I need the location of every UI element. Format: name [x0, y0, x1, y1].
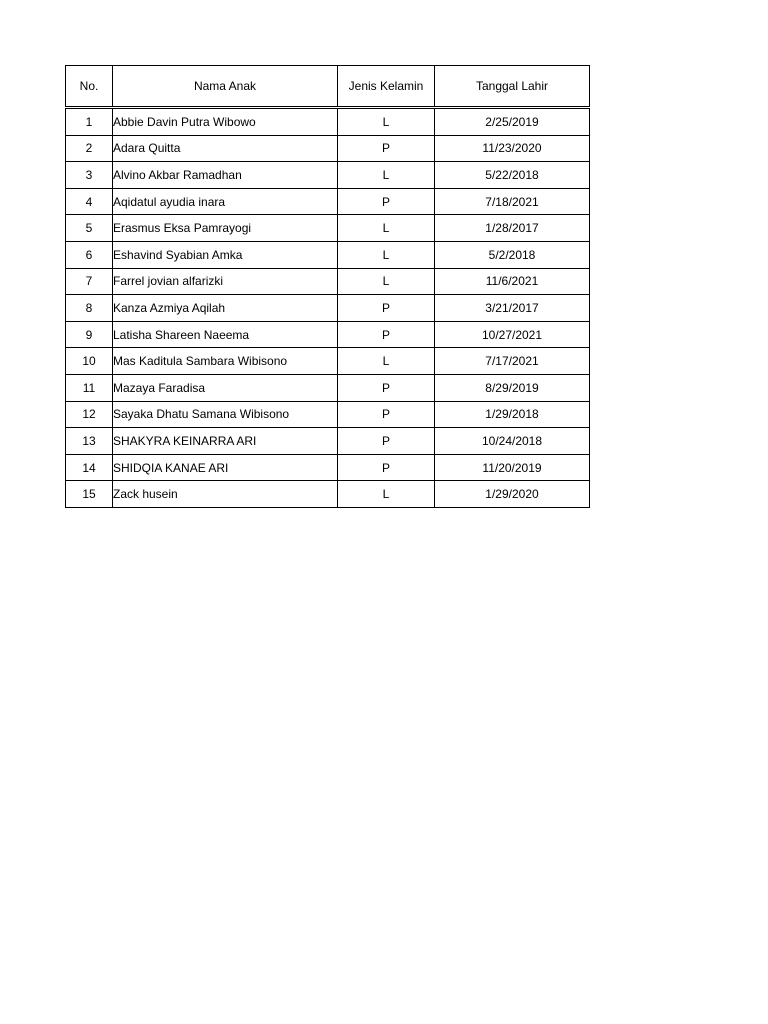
header-gender: Jenis Kelamin: [338, 66, 435, 108]
cell-no: 1: [66, 108, 113, 136]
table-row: [66, 188, 590, 215]
cell-gender: L: [338, 108, 435, 136]
cell-birthdate: 5/2/2018: [435, 241, 590, 268]
table-row: [66, 108, 590, 136]
cell-no: 7: [66, 268, 113, 295]
table-row: [66, 135, 590, 162]
table-header: [66, 66, 590, 108]
cell-no: 4: [66, 188, 113, 215]
cell-birthdate: 2/25/2019: [435, 108, 590, 136]
table-row: [66, 321, 590, 348]
cell-no: 9: [66, 321, 113, 348]
cell-gender: L: [338, 241, 435, 268]
cell-no: 14: [66, 454, 113, 481]
table-row: [66, 401, 590, 428]
header-birthdate: Tanggal Lahir: [435, 66, 590, 108]
cell-name: Alvino Akbar Ramadhan: [113, 162, 338, 189]
cell-no: 3: [66, 162, 113, 189]
table-row: [66, 481, 590, 508]
cell-gender: L: [338, 215, 435, 242]
header-no: No.: [66, 66, 113, 108]
cell-no: 11: [66, 374, 113, 401]
cell-gender: P: [338, 135, 435, 162]
spreadsheet-page: [65, 65, 589, 508]
header-row: [66, 66, 590, 108]
cell-gender: P: [338, 374, 435, 401]
cell-gender: P: [338, 321, 435, 348]
cell-birthdate: 10/24/2018: [435, 428, 590, 455]
cell-name: Latisha Shareen Naeema: [113, 321, 338, 348]
cell-birthdate: 1/29/2018: [435, 401, 590, 428]
table-row: [66, 374, 590, 401]
children-table: [65, 65, 590, 508]
cell-no: 6: [66, 241, 113, 268]
table-row: [66, 428, 590, 455]
cell-name: Kanza Azmiya Aqilah: [113, 295, 338, 322]
table-row: [66, 348, 590, 375]
cell-name: Sayaka Dhatu Samana Wibisono: [113, 401, 338, 428]
cell-birthdate: 11/20/2019: [435, 454, 590, 481]
cell-name: Adara Quitta: [113, 135, 338, 162]
cell-birthdate: 5/22/2018: [435, 162, 590, 189]
cell-gender: P: [338, 295, 435, 322]
cell-gender: L: [338, 268, 435, 295]
cell-no: 15: [66, 481, 113, 508]
cell-birthdate: 1/28/2017: [435, 215, 590, 242]
cell-gender: L: [338, 348, 435, 375]
cell-name: Eshavind Syabian Amka: [113, 241, 338, 268]
cell-name: SHIDQIA KANAE ARI: [113, 454, 338, 481]
cell-birthdate: 10/27/2021: [435, 321, 590, 348]
cell-name: Mazaya Faradisa: [113, 374, 338, 401]
cell-birthdate: 7/17/2021: [435, 348, 590, 375]
cell-name: SHAKYRA KEINARRA ARI: [113, 428, 338, 455]
cell-gender: P: [338, 188, 435, 215]
cell-birthdate: 7/18/2021: [435, 188, 590, 215]
cell-no: 5: [66, 215, 113, 242]
cell-birthdate: 8/29/2019: [435, 374, 590, 401]
cell-gender: P: [338, 401, 435, 428]
cell-name: Farrel jovian alfarizki: [113, 268, 338, 295]
cell-name: Aqidatul ayudia inara: [113, 188, 338, 215]
table-row: [66, 215, 590, 242]
cell-gender: L: [338, 481, 435, 508]
cell-no: 2: [66, 135, 113, 162]
table-row: [66, 162, 590, 189]
table-row: [66, 454, 590, 481]
table-row: [66, 241, 590, 268]
cell-no: 13: [66, 428, 113, 455]
table-body: [66, 108, 590, 508]
cell-name: Abbie Davin Putra Wibowo: [113, 108, 338, 136]
cell-no: 12: [66, 401, 113, 428]
cell-birthdate: 11/23/2020: [435, 135, 590, 162]
header-name: Nama Anak: [113, 66, 338, 108]
table-row: [66, 295, 590, 322]
cell-gender: P: [338, 428, 435, 455]
cell-no: 10: [66, 348, 113, 375]
cell-name: Mas Kaditula Sambara Wibisono: [113, 348, 338, 375]
cell-birthdate: 1/29/2020: [435, 481, 590, 508]
table-row: [66, 268, 590, 295]
cell-name: Erasmus Eksa Pamrayogi: [113, 215, 338, 242]
cell-birthdate: 3/21/2017: [435, 295, 590, 322]
cell-name: Zack husein: [113, 481, 338, 508]
cell-no: 8: [66, 295, 113, 322]
cell-birthdate: 11/6/2021: [435, 268, 590, 295]
cell-gender: P: [338, 454, 435, 481]
cell-gender: L: [338, 162, 435, 189]
